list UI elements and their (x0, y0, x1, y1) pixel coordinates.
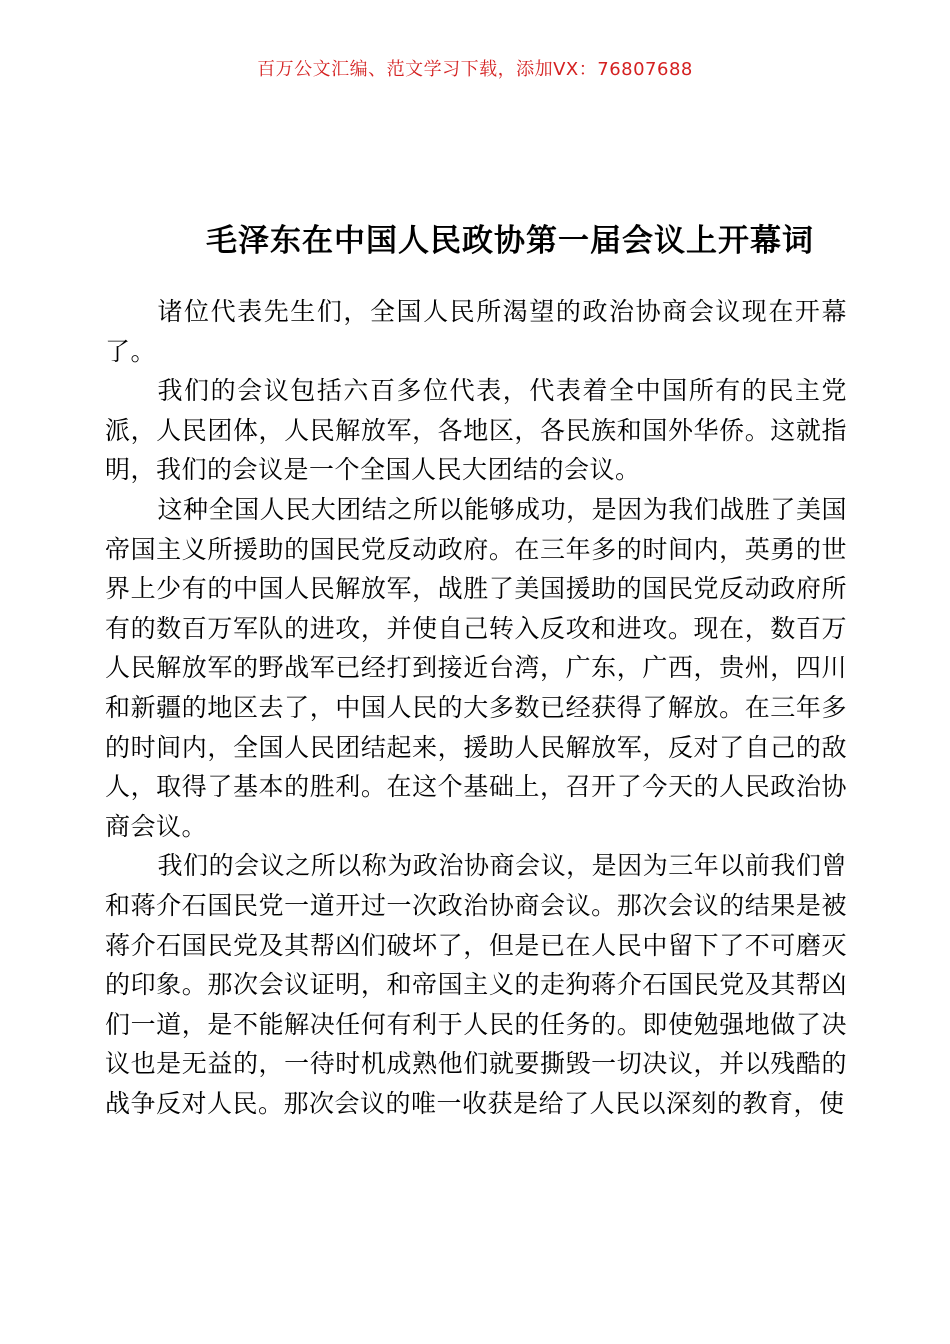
paragraph-1: 诸位代表先生们，全国人民所渴望的政治协商会议现在开幕了。 (105, 297, 847, 366)
paragraph-3: 这种全国人民大团结之所以能够成功，是因为我们战胜了美国帝国主义所援助的国民党反动政府。在三年多的时间内，英勇的世界上少有的中国人民解放军，战胜了美国援助的国民党反动政府所有的数百万军队的进攻，并使自己转入反攻和进攻。现在，数百万人民解放军的野战军已经打到接近台湾，广东，广西，贵州，四川和新疆的地区去了，中国人民的大多数已经获得了解放。在三年多的时间内，全国人民团结起来，援助人民解放军，反对了自己的敌人，取得了基本的胜利。在这个基础上，召开了今天的人民政治协商会议。 (105, 494, 847, 841)
download-watermark-note: 百万公文汇编、范文学习下载，添加VX：76807688 (257, 59, 693, 80)
paragraph-4: 我们的会议之所以称为政治协商会议，是因为三年以前我们曾和蒋介石国民党一道开过一次政治协商会议。那次会议的结果是被蒋介石国民党及其帮凶们破坏了，但是已在人民中留下了不可磨灭的印象。那次会议证明，和帝国主义的走狗蒋介石国民党及其帮凶们一道，是不能解决任何有利于人民的任务的。即使勉强地做了决议也是无益的，一待时机成熟他们就要撕毁一切决议，并以残酷的战争反对人民。那次会议的唯一收获是给了人民以深刻的教育，使 (105, 851, 847, 1118)
document-body (105, 292, 847, 1123)
document-title: 毛泽东在中国人民政协第一届会议上开幕词 (206, 222, 814, 259)
paragraph-2: 我们的会议包括六百多位代表，代表着全中国所有的民主党派，人民团体，人民解放军，各地区，各民族和国外华侨。这就指明，我们的会议是一个全国人民大团结的会议。 (105, 376, 847, 485)
